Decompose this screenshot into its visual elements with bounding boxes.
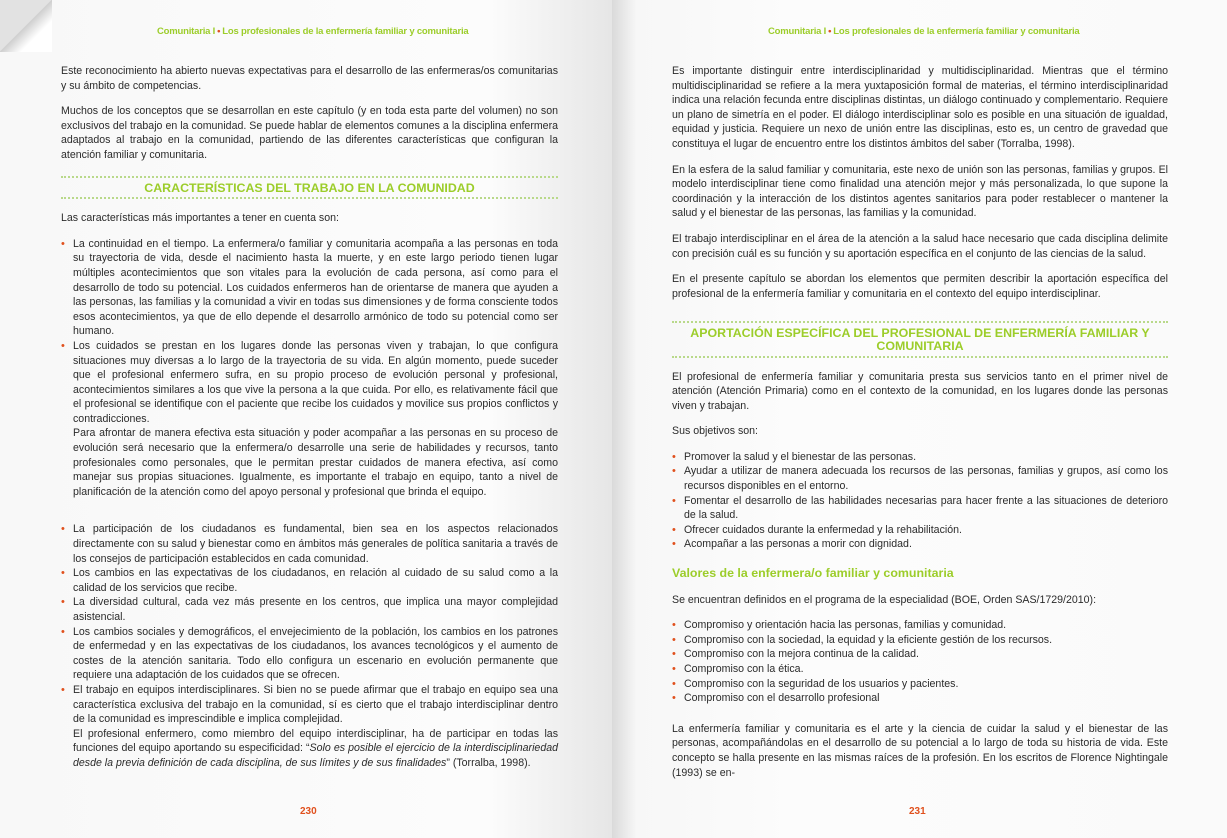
header-separator-dot: • [217, 26, 221, 37]
list-item-text: El trabajo en equipos interdisciplinares. Si bien no se puede afirmar que el trabajo en equipo sea una característica exclusiva del trabajo en la comunidad, sí es cierto que el trabajo interdisciplinar dentro de la comunidad es imprescindible e implica complejidad. [73, 683, 558, 726]
paragraph: El trabajo interdisciplinar en el área de la atención a la salud hace necesario que cada disciplina delimite con precisión cuál es su función y su aportación específica en el conjunto de las ciencias de la salud. [672, 232, 1168, 260]
left-text-column [61, 64, 558, 781]
list-item [672, 494, 1168, 523]
list-item-text: Promover la salud y el bienestar de las personas. [684, 450, 917, 463]
list-item [672, 633, 1168, 648]
list-item [672, 618, 1168, 633]
list-item-text: Compromiso con la sociedad, la equidad y la eficiente gestión de los recursos. [684, 633, 1053, 646]
paragraph: La enfermería familiar y comunitaria es el arte y la ciencia de cuidar la salud y el bienestar de las personas, acompañándolas en el desarrollo de su potencial a lo largo de toda su historia de vida. Este concepto se halla presente en las mismas raíces de la profesión. En los escritos de Florence Nightingale (1993) se en- [672, 722, 1168, 779]
list-item [61, 683, 558, 771]
paragraph: Muchos de los conceptos que se desarrollan en este capítulo (y en toda esta parte del volumen) no son exclusivos del trabajo en la comunidad. Se puede hablar de elementos comunes a la disciplina enfermera adaptados al trabajo en la comunidad, partiendo de las diferentes características que configuran la atención familiar y comunitaria. [61, 105, 558, 161]
page-curl-fold[interactable] [0, 0, 52, 52]
list-item [672, 647, 1168, 662]
list-item-text: La diversidad cultural, cada vez más presente en los centros, que implica una mayor complejidad asistencial. [73, 596, 558, 623]
page-number-right: 231 [909, 806, 926, 817]
paragraph: Sus objetivos son: [672, 425, 758, 438]
list-item [672, 677, 1168, 692]
list-item [672, 450, 1168, 465]
list-item [61, 522, 558, 566]
characteristics-list [61, 237, 558, 500]
list-item [672, 537, 1168, 552]
list-item-text: Compromiso con el desarrollo profesional [684, 692, 880, 705]
paragraph: En la esfera de la salud familiar y comunitaria, este nexo de unión son las personas, familias y grupos. El modelo interdisciplinar tiene como finalidad una atención mejor y más personalizada, lo que supone la coordinación y la interacción de los distintos agentes sanitarios para poder restablecer o mantener la salud y el bienestar de las personas, las familias y la comunidad. [672, 163, 1168, 220]
list-item-continuation: Para afrontar de manera efectiva esta situación y poder acompañar a las personas en su proceso de evolución será necesario que la enfermera/o desarrolle una serie de habilidades y recursos, tanto profesionales como personales, que le permitan prestar cuidados de manera efectiva, así como manejar sus propias situaciones. Igualmente, es importante el trabajo en equipo, tanto a nivel de planificación de la atención como del apoyo personal y profesional que brinda el equipo. [73, 427, 558, 498]
paragraph: Este reconocimiento ha abierto nuevas expectativas para el desarrollo de las enfermeras/os comunitarias y su ámbito de competencias. [61, 65, 558, 92]
list-item [672, 464, 1168, 493]
left-page [0, 0, 612, 838]
objectives-list [672, 450, 1168, 552]
list-item-text: La continuidad en el tiempo. La enfermera/o familiar y comunitaria acompaña a las personas en toda su trayectoria de vida, desde el nacimiento hasta la muerte, y en este largo periodo tienen lugar múltiples acontecimientos que son vitales para la evolución de cada persona, así como para el desarrollo de todo su potencial. Los cuidados enfermeros han de orientarse de manera que ayuden a las personas, las familias y la comunidad a vivir en todas sus dimensiones y de forma consciente todos esos acontecimientos, ya que de ello depende el desarrollo armónico de todo su potencial como ser humano. [73, 237, 558, 338]
subsection-heading: Valores de la enfermera/o familiar y comunitaria [672, 566, 954, 581]
page-number-left: 230 [300, 806, 317, 817]
list-item-text: Compromiso con la seguridad de los usuarios y pacientes. [684, 677, 959, 690]
list-item [61, 339, 558, 500]
list-item-continuation [73, 727, 558, 771]
list-item-text: Compromiso con la ética. [684, 663, 804, 675]
values-list [672, 618, 1168, 706]
list-item-text: Fomentar el desarrollo de las habilidades necesarias para hacer frente a las situaciones de deterioro de la salud. [684, 494, 1168, 522]
list-item [61, 237, 558, 339]
header-separator-dot: • [828, 26, 832, 37]
section-heading: APORTACIÓN ESPECÍFICA DEL PROFESIONAL DE ENFERMERÍA FAMILIAR Y COMUNITARIA [672, 321, 1168, 357]
list-item-text: Ayudar a utilizar de manera adecuada los recursos de las personas, familias y grupos, así como los recursos disponibles en el entorno. [684, 465, 1168, 493]
paragraph: Es importante distinguir entre interdisciplinaridad y multidisciplinaridad. Mientras que el término multidisciplinaridad se refiere a la mera yuxtaposición formal de materias, el término interdisciplinaridad indica una relación fecunda entre disciplinas distintas, un diálogo continuado y complementario. Requiere un plano de simetría en el poder. El diálogo interdisciplinar solo es posible en una situación de igualdad, equidad y justicia. Requiere un nexo de unión entre las disciplinas, esto es, un centro de gravedad que constituya el lugar de encuentro entre los distintos ámbitos del saber (Torralba, 1998). [672, 65, 1168, 150]
list-item-text: Los cambios en las expectativas de los ciudadanos, en relación al cuidado de su salud como a la calidad de los servicios que recibe. [73, 567, 558, 594]
running-header-left [157, 26, 469, 37]
list-item-text: Acompañar a las personas a morir con dignidad. [684, 538, 912, 551]
header-section: Comunitaria I [768, 26, 827, 37]
list-item-text: Compromiso y orientación hacia las personas, familias y comunidad. [684, 619, 1007, 632]
paragraph: Las características más importantes a tener en cuenta son: [61, 212, 339, 225]
paragraph: El profesional de enfermería familiar y comunitaria presta sus servicios tanto en el primer nivel de atención (Atención Primaria) como en el contexto de la comunidad, en los lugares donde las personas viven y trabajan. [672, 370, 1168, 412]
list-item-text: Los cuidados se prestan en los lugares donde las personas viven y trabajan, lo que configura situaciones muy diversas a lo largo de la trayectoria de su vida. En algún momento, puede suceder que el profesional enfermero sufra, en su propio proceso de evolución personal y profesional, acontecimientos similares a los que vive la persona a la que cuida. Por ello, es relativamente fácil que el profesional se identifique con el paciente que recibe los cuidados y movilice sus propios conflictos y contradicciones. [73, 339, 558, 425]
paragraph: Se encuentran definidos en el programa de la especialidad (BOE, Orden SAS/1729/2010): [672, 593, 1097, 606]
list-item [61, 566, 558, 595]
list-item [61, 625, 558, 683]
section-heading: CARACTERÍSTICAS DEL TRABAJO EN LA COMUNIDAD [61, 176, 558, 200]
running-header-right [768, 26, 1080, 37]
list-item-text: Ofrecer cuidados durante la enfermedad y la rehabilitación. [684, 523, 962, 536]
characteristics-list-continued [61, 522, 558, 770]
list-item [672, 662, 1168, 677]
header-chapter: Los profesionales de la enfermería familiar y comunitaria [222, 26, 469, 37]
right-text-column [672, 64, 1168, 791]
list-item [672, 691, 1168, 706]
spacer [61, 509, 558, 522]
citation-text: ” (Torralba, 1998). [446, 756, 531, 769]
header-chapter: Los profesionales de la enfermería familiar y comunitaria [833, 26, 1080, 37]
quote-text: Solo es posible el ejercicio de la interdisciplinariedad desde la previa definición de cada disciplina, de sus límites y de sus finalidades [73, 742, 558, 769]
list-item-text: La participación de los ciudadanos es fundamental, bien sea en los aspectos relacionados directamente con su salud y bienestar como en ámbitos más generales de política sanitaria a través de los consejos de participación establecidos en cada comunidad. [73, 523, 558, 565]
list-item [672, 523, 1168, 538]
header-section: Comunitaria I [157, 26, 216, 37]
right-page [612, 0, 1227, 838]
list-item-text: Compromiso con la mejora continua de la calidad. [684, 648, 919, 661]
paragraph: En el presente capítulo se abordan los elementos que permiten describir la aportación específica del profesional de la enfermería familiar y comunitaria en el contexto del equipo interdisciplinar. [672, 273, 1168, 300]
list-item [61, 595, 558, 624]
continuation-text: El profesional enfermero, como miembro del equipo interdisciplinar, ha de participar en todas las funciones del equipo aportando su especificidad: “ [73, 727, 558, 755]
list-item-text: Los cambios sociales y demográficos, el envejecimiento de la población, los cambios en los patrones de enfermedad y en las expectativas de los ciudadanos, los avances tecnológicos y el aumento de costes de la atención sanitaria. Todo ello configura un escenario en evolución permanente que requiere una adaptación de los cuidados que se ofrecen. [73, 625, 558, 682]
